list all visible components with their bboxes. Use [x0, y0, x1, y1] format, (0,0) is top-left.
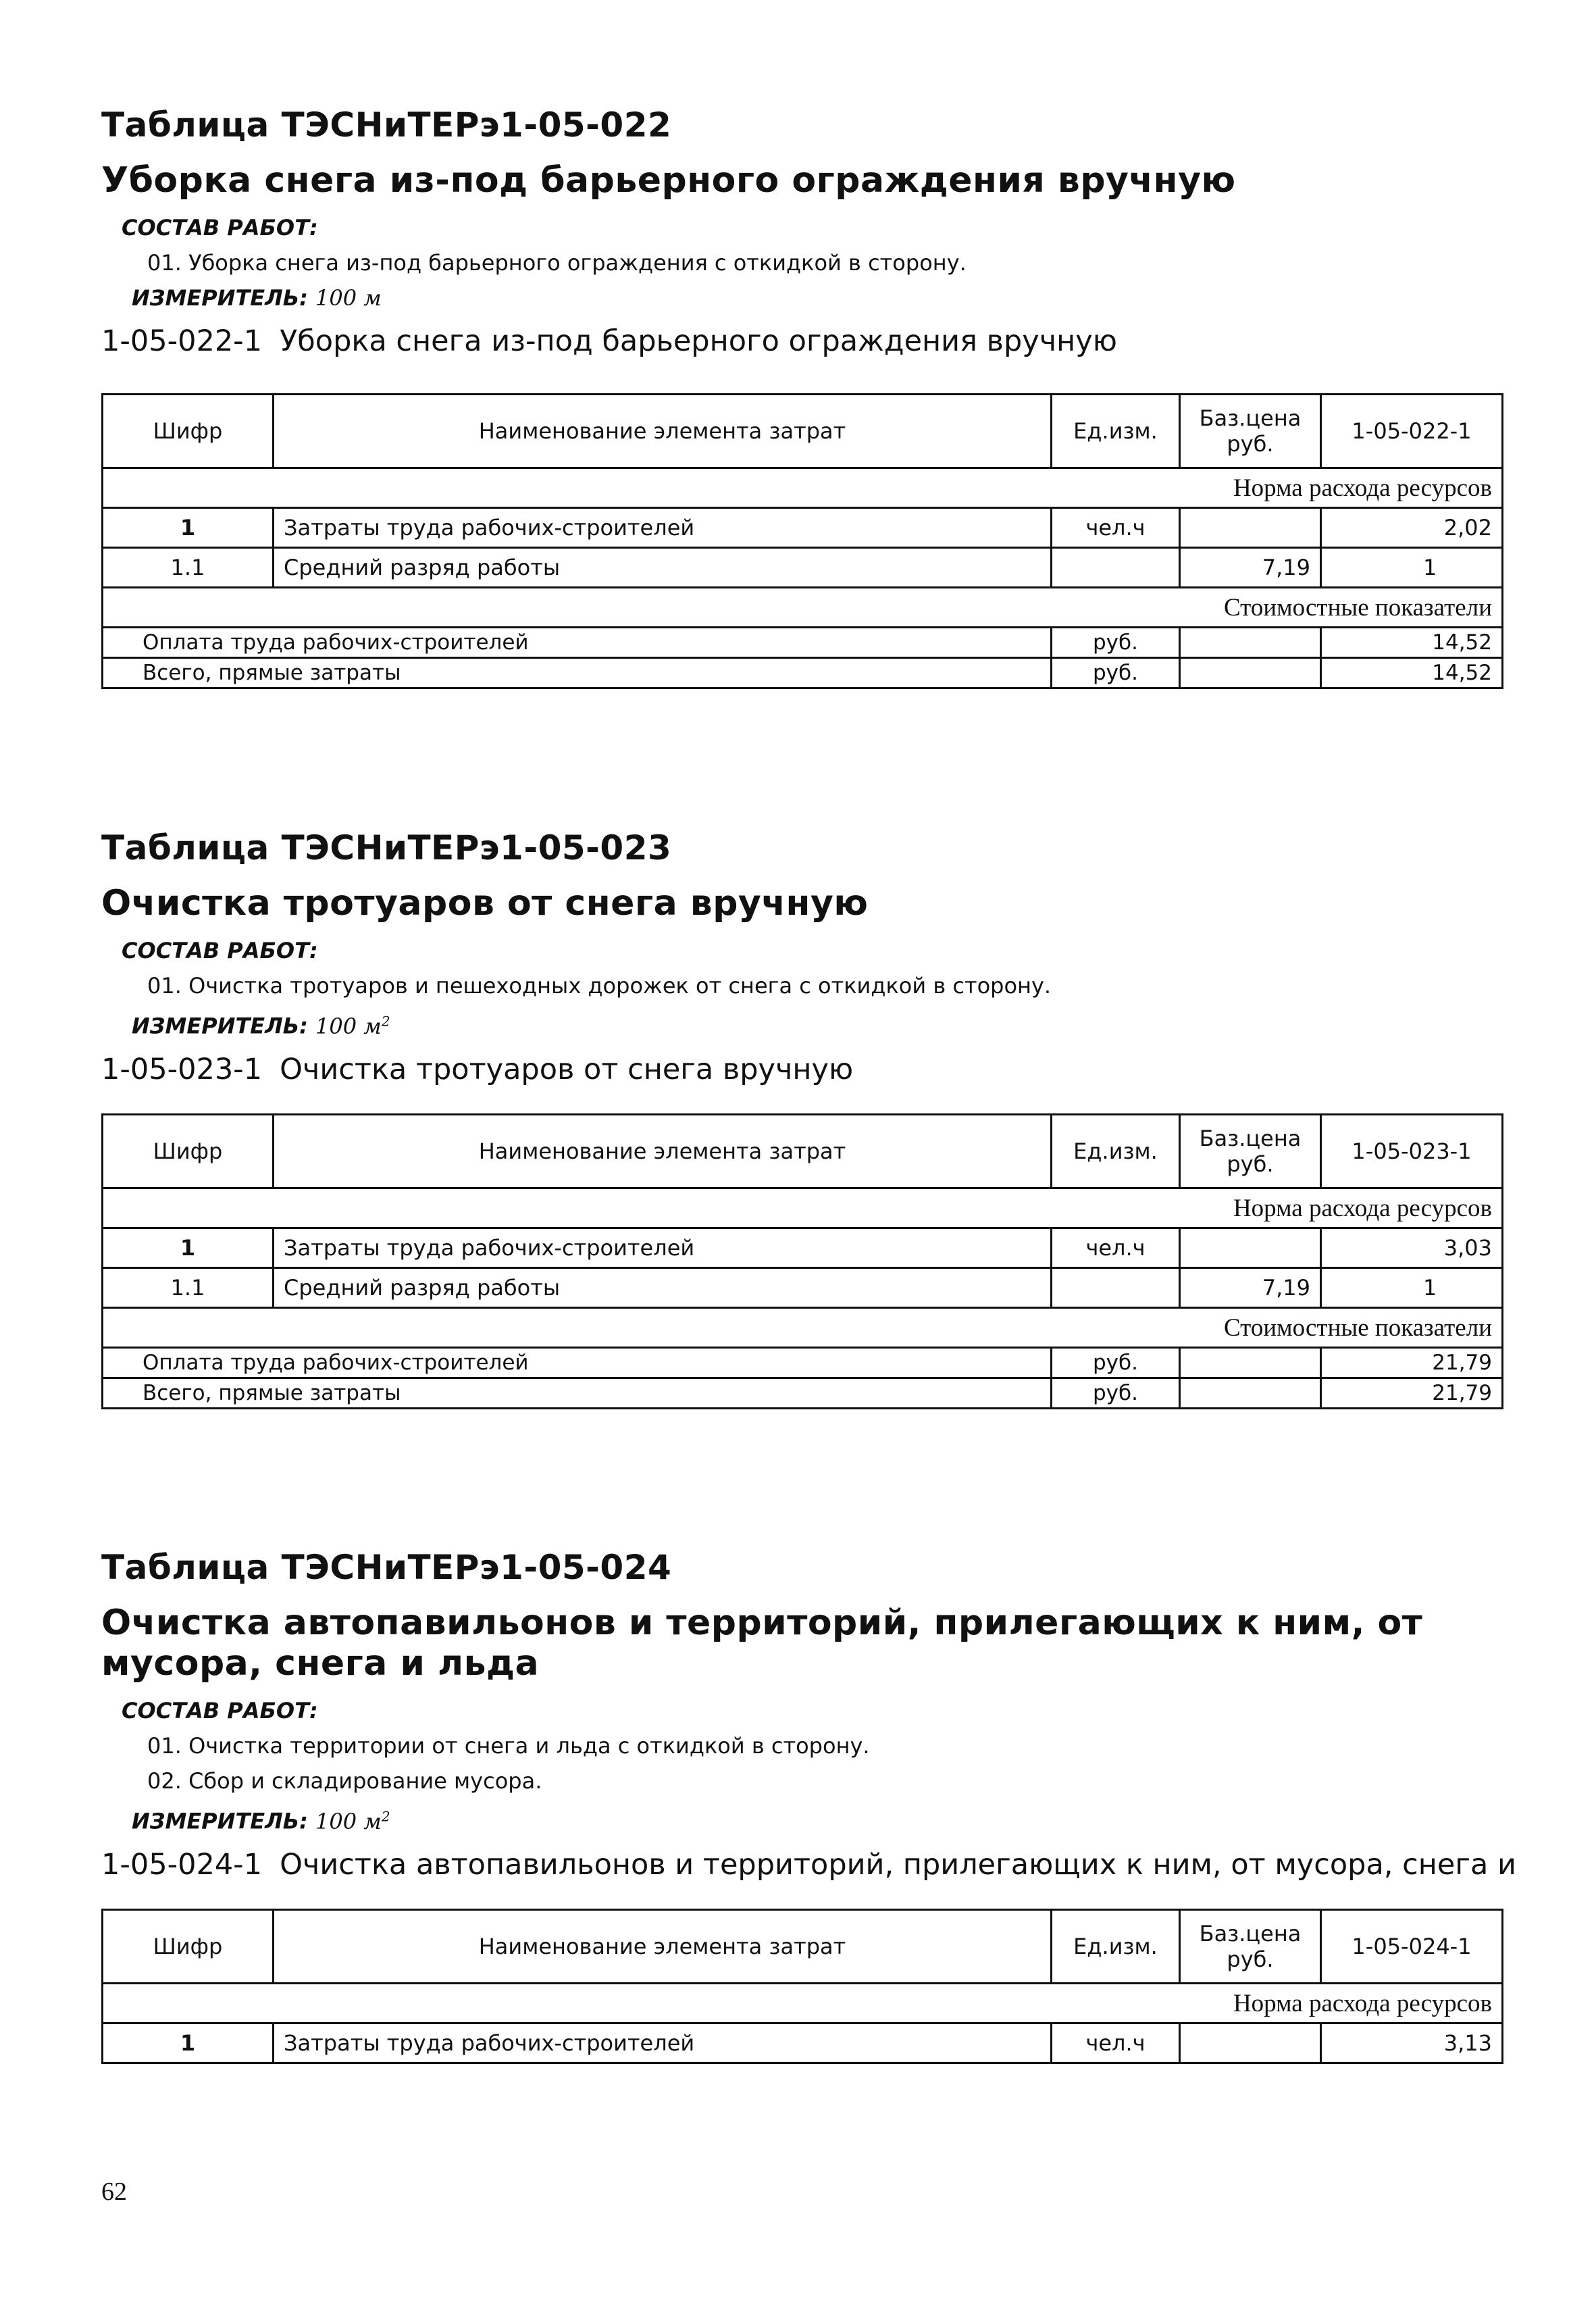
- resource-table-024: [101, 1909, 1503, 2064]
- table-row: [103, 1348, 1503, 1378]
- table-section-023: [101, 828, 1499, 1087]
- cell-name: Всего, прямые затраты: [103, 658, 1052, 688]
- cell-name: Оплата труда рабочих-строителей: [103, 628, 1052, 658]
- cell-unit: руб.: [1052, 1348, 1180, 1378]
- page-number: 62: [101, 2178, 127, 2206]
- table-row: [103, 1268, 1503, 1308]
- cell-code: 1: [103, 2023, 274, 2063]
- cell-unit: руб.: [1052, 1378, 1180, 1409]
- izmeritel-label: ИЗМЕРИТЕЛЬ:: [132, 285, 308, 311]
- cell-value: 14,52: [1321, 628, 1503, 658]
- cell-value: 1: [1321, 548, 1503, 588]
- group-header-norm: Норма расхода ресурсов: [103, 1188, 1503, 1228]
- izmeritel-value: 100 $м^2$: [315, 1808, 390, 1834]
- izmeritel: [132, 1803, 1499, 1835]
- table-subtitle: Очистка тротуаров от снега вручную: [101, 883, 869, 924]
- rate-title: Уборка снега из-под барьерного ограждения вручную: [280, 324, 1117, 358]
- cell-value: 1: [1321, 1268, 1503, 1308]
- table-row: [103, 548, 1503, 588]
- cell-code: 1.1: [103, 548, 274, 588]
- cell-unit: руб.: [1052, 658, 1180, 688]
- cell-price: 7,19: [1180, 1268, 1321, 1308]
- cell-price: [1180, 2023, 1321, 2063]
- col-header-price: Баз.цена руб.: [1180, 1910, 1321, 1984]
- cell-value: 3,03: [1321, 1228, 1503, 1268]
- cell-value: 14,52: [1321, 658, 1503, 688]
- cell-price: [1180, 1228, 1321, 1268]
- table-row: [103, 2023, 1503, 2063]
- cell-price: 7,19: [1180, 548, 1321, 588]
- cell-value: 21,79: [1321, 1348, 1503, 1378]
- izmeritel-label: ИЗМЕРИТЕЛЬ:: [132, 1808, 308, 1834]
- cell-price: [1180, 508, 1321, 548]
- rate-heading: [101, 1847, 1516, 1882]
- work-item: 01. Очистка тротуаров и пешеходных дорожек от снега с откидкой в сторону.: [147, 973, 1052, 999]
- cell-price: [1180, 1378, 1321, 1409]
- cell-unit: чел.ч: [1052, 508, 1180, 548]
- group-header-norm: Норма расхода ресурсов: [103, 1984, 1503, 2023]
- col-header-code: Шифр: [103, 395, 274, 468]
- sostav-label: СОСТАВ РАБОТ:: [122, 215, 318, 241]
- table-row: [103, 508, 1503, 548]
- table-title: Таблица ТЭСНиТЕРэ1-05-024: [101, 1548, 672, 1587]
- cell-unit: руб.: [1052, 628, 1180, 658]
- cell-name: Всего, прямые затраты: [103, 1378, 1052, 1409]
- table-title: Таблица ТЭСНиТЕРэ1-05-022: [101, 105, 672, 145]
- col-header-unit: Ед.изм.: [1052, 1115, 1180, 1188]
- rate-code: 1-05-024-1: [101, 1847, 263, 1882]
- sostav-label: СОСТАВ РАБОТ:: [122, 1698, 318, 1724]
- col-header-code: Шифр: [103, 1910, 274, 1984]
- cell-code: 1: [103, 508, 274, 548]
- cell-name: Затраты труда рабочих-строителей: [274, 1228, 1052, 1268]
- table-subtitle: Очистка автопавильонов и территорий, прилегающих к ним, от мусора, снега и льда: [101, 1603, 1423, 1684]
- izmeritel: [132, 1007, 1499, 1040]
- col-header-name: Наименование элемента затрат: [274, 1115, 1052, 1188]
- table-section-022: [101, 105, 1499, 359]
- cell-price: [1180, 628, 1321, 658]
- rate-title: Очистка автопавильонов и территорий, прилегающих к ним, от мусора, снега и: [280, 1847, 1516, 1882]
- rate-heading: [101, 1052, 1499, 1087]
- cell-name: Средний разряд работы: [274, 1268, 1052, 1308]
- col-header-unit: Ед.изм.: [1052, 395, 1180, 468]
- table-subtitle: Уборка снега из-под барьерного ограждения вручную: [101, 160, 1236, 201]
- work-item: 01. Очистка территории от снега и льда с откидкой в сторону.: [147, 1733, 870, 1759]
- rate-heading: [101, 324, 1499, 359]
- table-row: [103, 658, 1503, 688]
- col-header-price: Баз.цена руб.: [1180, 1115, 1321, 1188]
- col-header-rate-code: 1-05-023-1: [1321, 1115, 1503, 1188]
- cell-value: 21,79: [1321, 1378, 1503, 1409]
- izmeritel-value: 100 $м^2$: [315, 1013, 390, 1039]
- col-header-name: Наименование элемента затрат: [274, 1910, 1052, 1984]
- group-header-norm: Норма расхода ресурсов: [103, 468, 1503, 508]
- group-header-cost: Стоимостные показатели: [103, 1308, 1503, 1348]
- cell-price: [1180, 658, 1321, 688]
- table-row: [103, 1228, 1503, 1268]
- rate-title: Очистка тротуаров от снега вручную: [280, 1052, 854, 1086]
- izmeritel-value: 100 м: [315, 285, 382, 311]
- col-header-name: Наименование элемента затрат: [274, 395, 1052, 468]
- col-header-price: Баз.цена руб.: [1180, 395, 1321, 468]
- cell-value: 2,02: [1321, 508, 1503, 548]
- cell-name: Средний разряд работы: [274, 548, 1052, 588]
- cell-name: Оплата труда рабочих-строителей: [103, 1348, 1052, 1378]
- izmeritel: [132, 284, 1499, 311]
- sostav-label: СОСТАВ РАБОТ:: [122, 938, 318, 963]
- cell-code: 1: [103, 1228, 274, 1268]
- cell-code: 1.1: [103, 1268, 274, 1308]
- rate-code: 1-05-023-1: [101, 1052, 263, 1086]
- cell-unit: чел.ч: [1052, 1228, 1180, 1268]
- cell-price: [1180, 1348, 1321, 1378]
- col-header-code: Шифр: [103, 1115, 274, 1188]
- table-row: [103, 628, 1503, 658]
- work-item: 01. Уборка снега из-под барьерного ограждения с откидкой в сторону.: [147, 250, 967, 276]
- cell-unit: [1052, 548, 1180, 588]
- col-header-rate-code: 1-05-024-1: [1321, 1910, 1503, 1984]
- resource-table-022: [101, 393, 1503, 689]
- cell-unit: [1052, 1268, 1180, 1308]
- izmeritel-label: ИЗМЕРИТЕЛЬ:: [132, 1013, 308, 1039]
- cell-value: 3,13: [1321, 2023, 1503, 2063]
- table-row: [103, 1378, 1503, 1409]
- resource-table-023: [101, 1113, 1503, 1409]
- table-title: Таблица ТЭСНиТЕРэ1-05-023: [101, 828, 672, 867]
- table-section-024: [101, 1547, 1516, 1882]
- col-header-unit: Ед.изм.: [1052, 1910, 1180, 1984]
- group-header-cost: Стоимостные показатели: [103, 588, 1503, 628]
- work-item: 02. Сбор и складирование мусора.: [147, 1768, 542, 1794]
- col-header-rate-code: 1-05-022-1: [1321, 395, 1503, 468]
- cell-unit: чел.ч: [1052, 2023, 1180, 2063]
- rate-code: 1-05-022-1: [101, 324, 263, 358]
- cell-name: Затраты труда рабочих-строителей: [274, 508, 1052, 548]
- cell-name: Затраты труда рабочих-строителей: [274, 2023, 1052, 2063]
